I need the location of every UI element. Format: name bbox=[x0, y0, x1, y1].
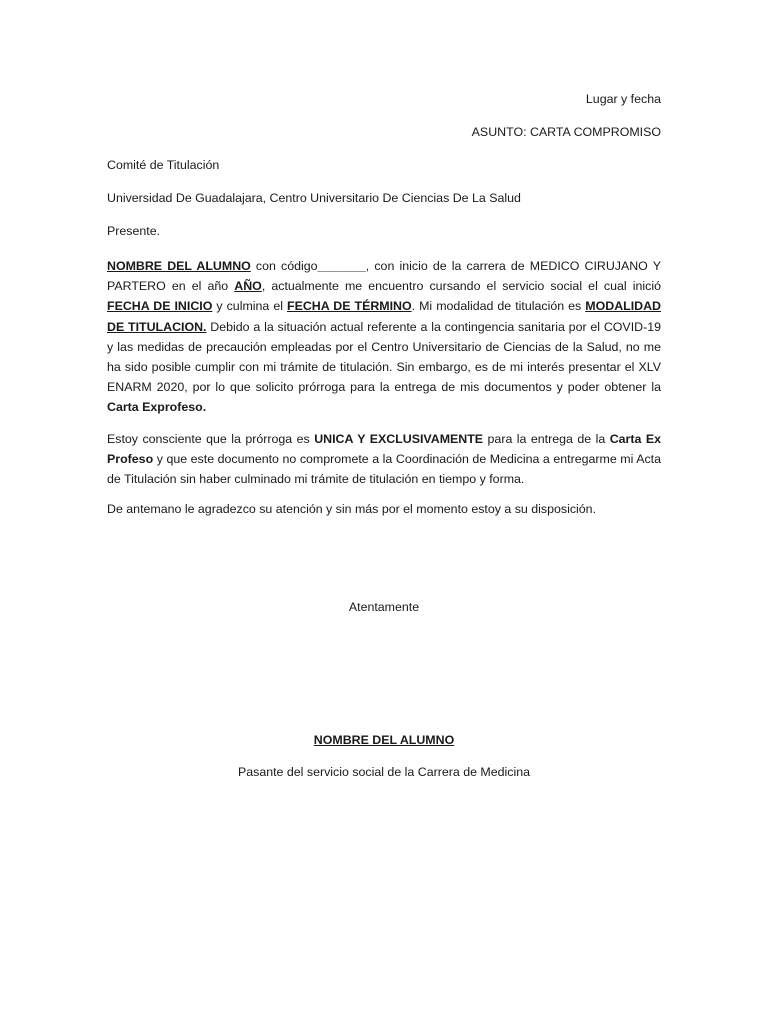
place-date: Lugar y fecha bbox=[585, 92, 661, 106]
body-paragraph-3: De antemano le agradezco su atención y sin más por el momento estoy a su disposición. bbox=[107, 502, 597, 516]
carta-ex-profeso: Carta Ex Profeso bbox=[107, 432, 661, 467]
recipient-committee: Comité de Titulación bbox=[107, 158, 220, 172]
end-date-placeholder: FECHA DE TÉRMINO bbox=[287, 299, 412, 314]
body-paragraph-2: Estoy consciente que la prórroga es UNICA Y EXCLUSIVAMENTE para la entrega de la Carta Ex Profeso y que este documento no compromete a la Coordinación de Medicina a entregarme mi Acta de Titulación sin haber culminado mi trámite de titulación en tiempo y forma. bbox=[107, 432, 661, 487]
carta-exprofeso: Carta Exprofeso. bbox=[107, 400, 207, 415]
closing-regards: Atentamente bbox=[348, 600, 420, 614]
modality-placeholder: MODALIDAD DE TITULACION. bbox=[107, 299, 661, 334]
start-date-placeholder: FECHA DE INICIO bbox=[107, 299, 213, 314]
signature-name: NOMBRE DEL ALUMNO bbox=[313, 733, 455, 747]
code-blank: _______ bbox=[317, 259, 366, 273]
greeting: Presente. bbox=[107, 224, 161, 238]
year-placeholder: AÑO bbox=[234, 279, 262, 294]
body-paragraph-1: NOMBRE DEL ALUMNO con código_______, con inicio de la carrera de MEDICO CIRUJANO Y PARTERO en el año AÑO, actualmente me encuentro cursando el servicio social el cual inició FECHA DE INICIO y culmina el FECHA DE TÉRMINO. Mi modalidad de titulación es MODALIDAD DE TITULACION. Debido a la situación actual referente a la contingencia sanitaria por el COVID-19 y las medidas de precaución empleadas por el Centro Universitario de Ciencias de la Salud, no me ha sido posible cumplir con mi trámite de titulación. Sin embargo, es de mi interés presentar el XLV ENARM 2020, por lo que solicito prórroga para la entrega de mis documentos y poder obtener la Carta Exprofeso. bbox=[107, 259, 661, 415]
signature-role: Pasante del servicio social de la Carrera de Medicina bbox=[237, 765, 530, 779]
subject-line: ASUNTO: CARTA COMPROMISO bbox=[471, 125, 661, 139]
recipient-institution: Universidad De Guadalajara, Centro Universitario De Ciencias De La Salud bbox=[107, 191, 521, 205]
exclusive-emphasis: UNICA Y EXCLUSIVAMENTE bbox=[314, 432, 484, 446]
student-name-placeholder: NOMBRE DEL ALUMNO bbox=[107, 259, 251, 273]
